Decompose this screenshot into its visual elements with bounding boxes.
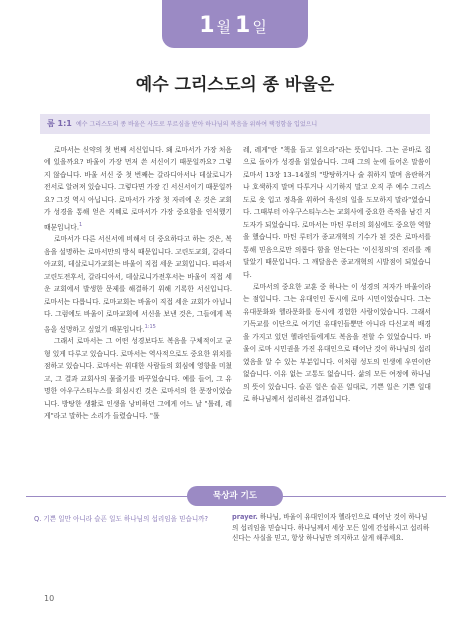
footnote-marker: 1 — [79, 221, 83, 228]
month-number: 1 — [199, 13, 215, 38]
paragraph — [44, 233, 232, 335]
prayer-text: 하나님, 바울이 유대인이자 헬라인으로 태어난 것이 하나님의 섭리임을 믿습니다. 하나님께서 세상 모든 일에 간섭하시고 섭리하신다는 사실을 믿고, 항상 하나님만 의지하고 살게 해주세요. — [232, 513, 430, 542]
paragraph — [44, 144, 232, 233]
day-number: 1 — [235, 13, 251, 38]
prayer-label: prayer. — [232, 513, 258, 521]
verse-bar — [40, 114, 430, 134]
paragraph: 로마서의 중요한 교훈 중 하나는 이 성경의 저자가 바울이라는 점입니다. 그는 유대인인 동시에 로마 시민이었습니다. 그는 유대문화와 헬라문화를 동시에 경험한 사람이었습니다. 그래서 기독교를 이단으로 여기던 유대인들뿐만 아니라 다신교적 배경을 가지고 있던 헬라인들에게도 복음을 전할 수 있었습니다. 바울이 로마 시민권을 가진 유대인으로 태어난 것이 하나님의 섭리였음을 알 수 있는 부분입니다. 이처럼 성도의 인생에 우연이란 없습니다. 이유 없는 고통도 없습니다. 삶의 모든 여정에 하나님의 뜻이 있습니다. 슬픈 일은 슬픈 일대로, 기쁜 일은 기쁜 일대로 하나님께서 섭리하신 결과입니다. — [243, 282, 431, 404]
page-number: 10 — [44, 594, 55, 603]
month-unit: 월 — [216, 18, 231, 36]
prayer — [232, 512, 432, 544]
paragraph: 레, 레게"란 "책을 들고 읽으라"라는 뜻입니다. 그는 곧바로 집으로 돌아가 성경을 읽었습니다. 그때 그의 눈에 들어온 말씀이 로마서 13장 13–14절의 "방탕하거나 술 취하지 말며 음란하거나 호색하지 말며 다투거나 시기하지 말고 오직 주 예수 그리스도로 옷 입고 정욕을 위하여 육신의 일을 도모하지 말라"였습니다. 그때부터 아우구스티누스는 교회사에 중요한 족적을 남긴 지도자가 되었습니다. 로마서는 마틴 루터의 회심에도 중요한 역할을 했습니다. 마틴 루터가 종교개혁의 기수가 된 것은 로마서를 통해 믿음으로만 의롭다 함을 얻는다는 '이신칭의'의 진리를 깨달았기 때문입니다. 그 깨달음은 종교개혁의 시발점이 되었습니다. — [243, 146, 431, 279]
day-unit: 일 — [252, 18, 267, 36]
date-tab — [162, 0, 308, 48]
page-title: 예수 그리스도의 종 바울은 — [135, 75, 335, 95]
left-column — [44, 144, 232, 423]
paragraph: 그래서 로마서는 그 어떤 성경보다도 복음을 구체적이고 균형 있게 다루고 있습니다. 로마서는 역사적으로도 중요한 위치를 점하고 있습니다. 로마서는 위대한 사람들의 회심에 영향을 미쳤고, 그 결과 교회사의 물줄기를 바꾸었습니다. 예를 들어, 그 유명한 아우구스티누스를 회심시킨 것은 로마서의 한 문장이었습니다. 방탕한 생활로 인생을 낭비하던 그에게 어느 날 "톨레, 레게"라고 말하는 소리가 들렸습니다. "톨 — [44, 337, 232, 421]
meditation-question: Q. 기쁜 일만 아니라 슬픈 일도 하나님의 섭리임을 믿습니까? — [34, 515, 209, 523]
verse-text: 예수 그리스도의 종 바울은 사도로 부르심을 받아 하나님의 복음을 위하여 택정함을 입었으니 — [76, 121, 318, 128]
paragraph-text: 로마서는 신약의 첫 번째 서신입니다. 왜 로마서가 가장 처음에 있을까요? 바울이 가장 먼저 쓴 서신이기 때문일까요? 그렇지 않습니다. 바울 서신 중 첫 번째는 갈라디아서나 데살로니가전서로 알려져 있습니다. 그렇다면 가장 긴 서신서이기 때문일까요? 그것 역시 아닙니다. 로마서가 가장 첫 자리에 온 것은 교회가 성경을 통해 얻은 지혜로 로마서가 가장 중요함을 인식했기 때문입니다. — [44, 146, 232, 231]
date-label — [162, 0, 308, 38]
footnote-marker: 1:15 — [144, 323, 156, 330]
verse-reference: 롬 1:1 — [47, 119, 72, 128]
prayer-section-label: 묵상과 기도 — [187, 486, 283, 506]
paragraph-text: 로마서가 다른 서신서에 비해서 더 중요하다고 하는 것은, 복음을 설명하는 로마서만의 방식 때문입니다. 고린도교회, 갈라디아교회, 데살로니가교회는 바울이 직접 세운 교회입니다. 따라서 고린도전후서, 갈라디아서, 데살로니가전후서는 바울이 직접 세운 교회에서 발생한 문제를 해결하기 위해 기록한 서신입니다. 로마서는 다릅니다. 로마교회는 바울이 직접 세운 교회가 아닙니다. 그럼에도 바울이 로마교회에 서신을 보낸 것은, 그들에게 복음을 설명하고 싶었기 때문입니다. — [44, 235, 232, 333]
right-column — [243, 144, 431, 406]
prayer-box — [26, 508, 446, 558]
